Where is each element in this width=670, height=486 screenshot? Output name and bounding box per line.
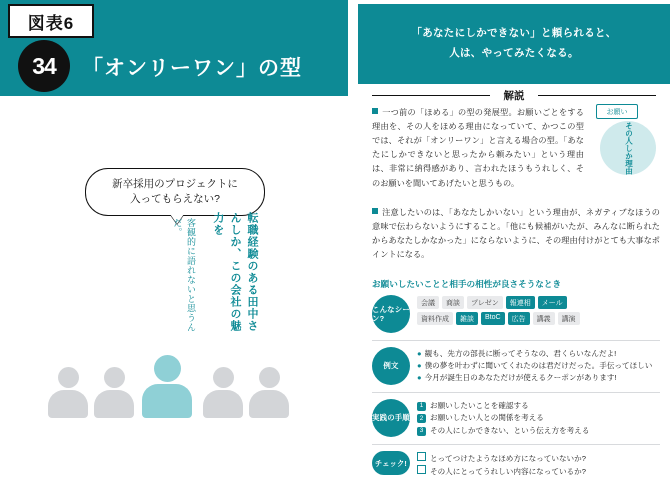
person-body	[48, 390, 88, 418]
person-head	[104, 367, 125, 388]
check-item[interactable]	[417, 465, 660, 478]
onegai-cloud-shape	[600, 121, 656, 175]
step-item	[417, 425, 660, 437]
left-page	[0, 0, 348, 454]
vertical-sub-text: 客観的に語れないと思うんだ。	[172, 218, 196, 332]
module-row-checks	[372, 451, 660, 479]
checkbox-icon[interactable]	[417, 465, 426, 474]
scene-tag-active: 雑談	[456, 312, 478, 325]
page-title: 「オンリーワン」の型	[82, 57, 302, 80]
scene-tag: プレゼン	[467, 296, 503, 309]
scene-tag-active: 広告	[508, 312, 530, 325]
scene-tag-active: 報連相	[506, 296, 535, 309]
paragraph-2-text: 注意したいのは、「あなたしかいない」という理由が、ネガティブなほうの意味で伝わらないようにすること。「他にも候補がいたが、みんなに断られたからあなたしかなかった」にならないように、その理由付けがとても大事なポイントになる。	[372, 208, 660, 260]
module-row-scenes	[372, 295, 660, 333]
scene-tag: 講義	[533, 312, 555, 325]
bullet-square-icon	[372, 208, 378, 214]
person-silhouette	[48, 367, 88, 418]
person-head	[154, 355, 181, 382]
scene-tag: 資料作成	[417, 312, 453, 325]
step-text: お願いしたい人との関係を考える	[430, 413, 544, 423]
scene-tag: 商談	[442, 296, 464, 309]
steps-pill-label: 実践の手順	[372, 413, 410, 423]
scene-tag-active: BtoC	[481, 312, 505, 325]
checks-body	[417, 451, 660, 479]
bubble-line-1: 新卒採用のプロジェクトに	[112, 177, 238, 190]
example-text: 今月が誕生日のあなただけが使えるクーポンがあります!	[424, 373, 617, 383]
quote-line-1: 「あなたにしかできない」と頼られると、	[411, 27, 617, 40]
example-bullet-icon: ●	[417, 361, 422, 371]
module-row-steps	[372, 399, 660, 437]
module-divider	[372, 340, 660, 341]
right-page	[358, 0, 670, 477]
example-line	[417, 348, 660, 360]
person-head	[58, 367, 79, 388]
example-bullet-icon: ●	[417, 349, 422, 358]
vertical-main-text: 転職経験のある田中さんしか、この会社の魅力を	[211, 212, 258, 332]
onegai-label: お願い	[596, 104, 638, 119]
checkbox-icon[interactable]	[417, 452, 426, 461]
examples-body	[417, 347, 660, 384]
scene-tag-row-1	[417, 296, 660, 309]
example-line	[417, 360, 660, 372]
person-silhouette	[94, 367, 134, 418]
person-silhouette-highlight	[142, 355, 192, 418]
examples-pill: 例文	[372, 347, 410, 385]
steps-pill	[372, 399, 410, 437]
person-head	[213, 367, 234, 388]
scene-tag: 講演	[558, 312, 580, 325]
module-heading: お願いしたいことと相手の相性が良さそうなとき	[372, 279, 562, 289]
onegai-callout	[596, 104, 660, 178]
check-text: その人にとってうれしい内容になっているか?	[430, 467, 586, 477]
example-line	[417, 372, 660, 384]
check-text: とってつけたようなほめ方になっていないか?	[430, 454, 586, 463]
steps-body	[417, 399, 660, 437]
people-illustration	[48, 356, 298, 418]
onegai-cloud-text: その人しか理由	[624, 121, 634, 175]
person-body	[203, 390, 243, 418]
example-bullet-icon: ●	[417, 373, 422, 383]
speech-bubble	[85, 168, 265, 216]
step-number: 3	[417, 427, 426, 436]
figure-tag: 図表6	[8, 4, 94, 38]
step-number: 2	[417, 414, 426, 423]
check-pill: チェック!	[372, 451, 410, 475]
person-body	[249, 390, 289, 418]
scene-tag: 会議	[417, 296, 439, 309]
person-silhouette	[203, 367, 243, 418]
section-label: 解説	[358, 88, 670, 103]
scene-pill-line-1: こんなシーン?	[372, 304, 410, 323]
person-silhouette	[249, 367, 289, 418]
quote-banner	[358, 4, 670, 84]
quote-line-2: 人は、やってみたくなる。	[449, 47, 579, 59]
person-body	[142, 384, 192, 418]
practice-module	[372, 278, 660, 486]
step-item	[417, 412, 660, 424]
step-number: 1	[417, 402, 426, 411]
bubble-line-2: 入ってもらえない?	[130, 193, 220, 205]
person-head	[259, 367, 280, 388]
scene-pill	[372, 295, 410, 333]
example-text: 僕の夢を叶わずに聞いてくれたのは君だけだった。手伝ってほしい	[424, 361, 653, 371]
scene-tags	[417, 295, 660, 328]
module-divider	[372, 392, 660, 393]
scene-tag-row-2	[417, 312, 660, 325]
step-item	[417, 400, 660, 412]
step-text: お願いしたいことを確認する	[430, 401, 529, 410]
module-row-examples	[372, 347, 660, 385]
step-text: その人にしかできない、という伝え方を考える	[430, 425, 590, 435]
bullet-square-icon	[372, 108, 378, 114]
example-text: 観も、先方の部長に断ってそうなの、君くらいなんだよ!	[424, 349, 617, 358]
module-divider	[372, 444, 660, 445]
scene-tag-active: メール	[538, 296, 567, 309]
explanation-paragraph-1	[372, 106, 584, 191]
paragraph-1-text: 一つ前の「ほめる」の型の発展型。お願いごとをする理由を、その人をほめる理由になっていて、かつこの型では、それが「オンリーワン」と言える場合の型。「あなたにしかできないと思ったから頼みたい」という理由は、非常に納得感があり、言われたほうもうれしく、そのお願いを聞いてあげたいと思うもの。	[372, 108, 584, 188]
chapter-number-badge: 34	[18, 40, 70, 92]
explanation-paragraph-2	[372, 206, 660, 262]
person-body	[94, 390, 134, 418]
